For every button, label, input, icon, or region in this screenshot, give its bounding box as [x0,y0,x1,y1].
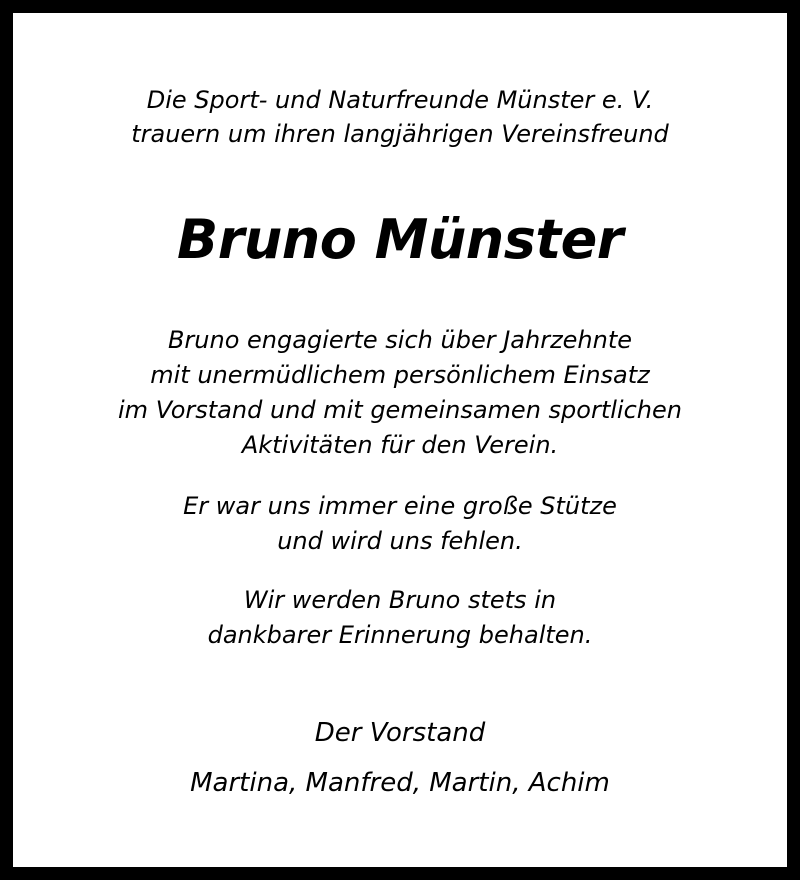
tribute-p1-line-4: Aktivitäten für den Verein. [241,431,559,459]
deceased-name: Bruno Münster [177,208,623,271]
tribute-p1-line-2: mit unermüdlichem persönlichem Einsatz [150,361,650,389]
tribute-p2-line-1: Er war uns immer eine große Stütze [183,492,617,520]
tribute-p2-line-2: und wird uns fehlen. [277,527,523,555]
tribute-p3-line-2: dankbarer Erinnerung behalten. [207,621,593,649]
tribute-p3-line-1: Wir werden Bruno stets in [243,586,557,614]
signature-names: Martina, Manfred, Martin, Achim [190,768,610,798]
tribute-p1-line-3: im Vorstand und mit gemeinsamen sportlichen [118,396,682,424]
header-line-1: Die Sport- und Naturfreunde Münster e. V. [146,86,654,114]
header-line-2: trauern um ihren langjährigen Vereinsfreund [131,120,669,148]
obituary-content [26,26,774,854]
tribute-p1-line-1: Bruno engagierte sich über Jahrzehnte [167,326,633,354]
signature-title: Der Vorstand [314,718,486,748]
